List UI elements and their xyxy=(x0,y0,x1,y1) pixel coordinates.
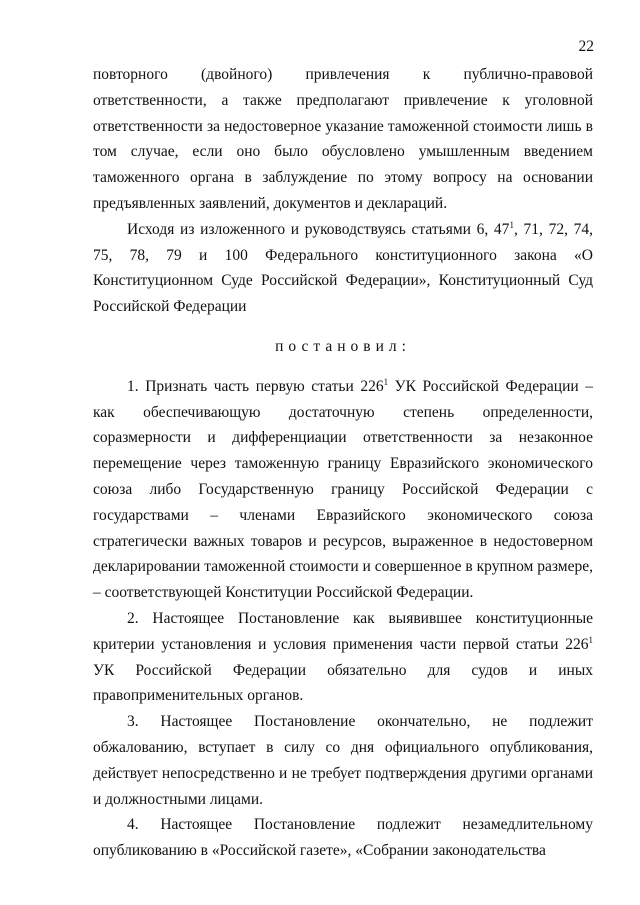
paragraph-item-3: 3. Настоящее Постановление окончательно, не подлежит обжалованию, вступает в силу со дня официального опубликования, действует непосредственно и не требует подтверждения другими органами и должностными лицами. xyxy=(93,713,593,808)
item-1-text-end: УК Российской Федерации – как обеспечивающую достаточную степень определенности, соразмерности и дифференциации ответственности за незаконное перемещение через таможенную границу Евразийского экономического союза либо Государственную границу Российской Федерации с государствами – членами Евразийского экономического союза стратегически важных товаров и ресурсов, выраженное в недостоверном декларировании таможенной стоимости и совершенное в крупном размере, – соответствующей Конституции Российской Федерации. xyxy=(93,377,593,602)
paragraph-item-4: 4. Настоящее Постановление подлежит незамедлительному опубликованию в «Российской газете», «Собрании законодательства xyxy=(93,816,593,860)
item-2-text-end: УК Российской Федерации обязательно для судов и иных правоприменительных органов. xyxy=(93,661,593,705)
document-body xyxy=(93,62,593,864)
paragraph-continuation: повторного (двойного) привлечения к публично-правовой ответственности, а также предполагают привлечение к уголовной ответственности за недостоверное указание таможенной стоимости лишь в том случае, если оно было обусловлено умышленным введением таможенного органа в заблуждение по этому вопросу на основании предъявленных заявлений, документов и деклараций. xyxy=(93,66,593,212)
superscript-article: 1 xyxy=(509,219,514,230)
paragraph-item-1 xyxy=(93,374,593,606)
superscript-article: 1 xyxy=(383,376,389,387)
paragraph-item-2 xyxy=(93,606,593,709)
decision-heading: постановил: xyxy=(275,337,411,355)
legal-basis-text-end: , 71, 72, 74, 75, 78, 79 и 100 Федерального конституционного закона «О Конституционном Суде Российской Федерации», Конституционный Суд Российской Федерации xyxy=(93,220,593,316)
item-2-text-start: 2. Настоящее Постановление как выявившее конституционные критерии установления и условия применения части первой статьи 226 xyxy=(93,609,593,653)
page-number: 22 xyxy=(578,38,594,55)
paragraph-legal-basis xyxy=(93,217,593,320)
legal-basis-text-start: Исходя из изложенного и руководствуясь статьями 6, 47 xyxy=(127,220,510,238)
superscript-article: 1 xyxy=(588,634,593,645)
item-1-text-start: 1. Признать часть первую статьи 226 xyxy=(127,377,384,395)
